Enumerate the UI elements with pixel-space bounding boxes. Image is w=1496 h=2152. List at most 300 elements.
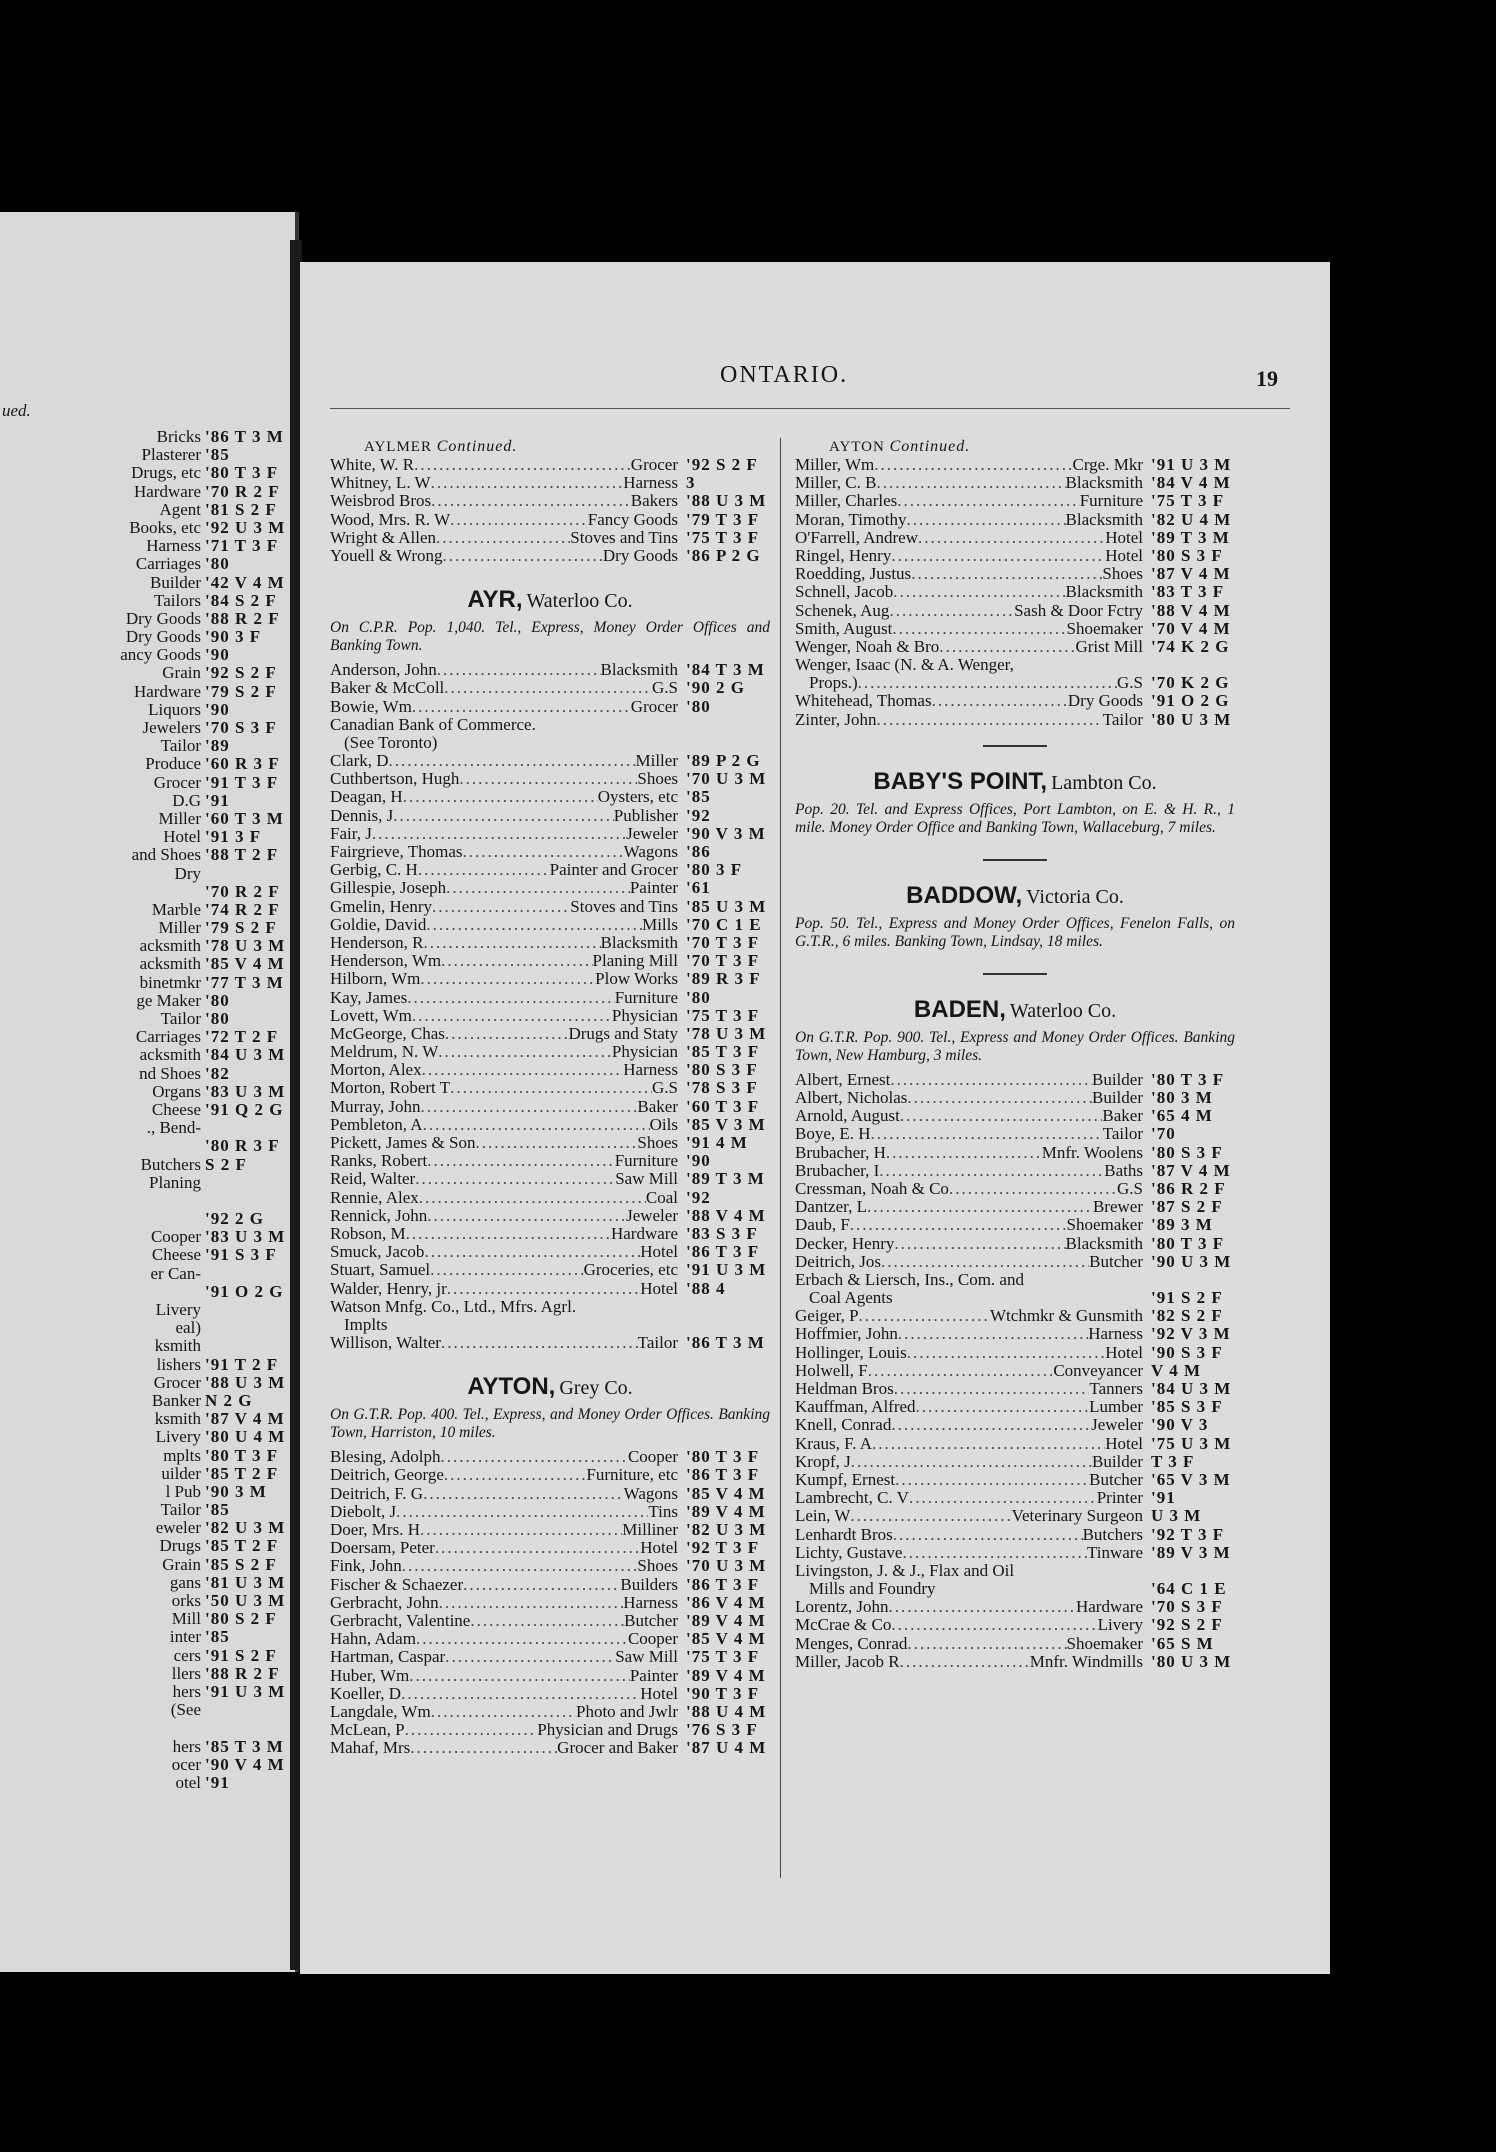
entry-rating: [1143, 656, 1235, 674]
left-page-row: [0, 1447, 295, 1465]
entry-business: Wagons: [623, 1483, 678, 1503]
left-row-rating: [205, 1301, 289, 1319]
left-row-text: lishers: [156, 1355, 201, 1374]
entry-name: Kay, James: [330, 987, 408, 1007]
directory-entry: [330, 679, 770, 697]
left-page-row: [0, 1101, 295, 1119]
entry-name: Pickett, James & Son: [330, 1133, 476, 1152]
entry-rating: '80 T 3 F: [1151, 1233, 1225, 1253]
entry-rating: '92: [686, 805, 711, 825]
left-page: [0, 212, 299, 1972]
entry-rating: '85 V 4 M: [686, 1629, 766, 1649]
entry-business: Jeweler: [1091, 1415, 1143, 1435]
entry-name: Watson Mnfg. Co., Ltd., Mfrs. Agrl.: [330, 1296, 577, 1316]
entry-name: Hollinger, Louis: [795, 1342, 907, 1362]
entry-business: Butcher: [1089, 1469, 1143, 1489]
entry-business: Grist Mill: [1075, 636, 1143, 656]
entry-business: Physician and Drugs: [537, 1720, 678, 1740]
left-row-rating: '90: [205, 699, 230, 719]
left-row-text: Mill: [171, 1610, 201, 1629]
left-page-row: [0, 1428, 295, 1446]
leader-dots: [902, 1544, 1086, 1562]
left-page-row: [0, 792, 295, 810]
leader-dots: [939, 638, 1075, 656]
directory-entry: [330, 1685, 770, 1703]
entry-rating: '75 T 3 F: [686, 527, 760, 547]
entry-rating: '80 U 3 M: [1151, 709, 1232, 729]
entry-business: Mills: [642, 914, 678, 934]
left-page-row: [0, 1137, 295, 1155]
leader-dots: [436, 529, 570, 547]
directory-entry: [795, 1380, 1235, 1398]
entry-business: Blacksmith: [1065, 473, 1143, 493]
left-page-row: [0, 701, 295, 719]
leader-dots: [893, 583, 1065, 601]
left-row-text: Hotel: [163, 828, 201, 847]
directory-entry: [330, 1098, 770, 1116]
entry-business: Stoves and Tins: [570, 896, 678, 916]
directory-entry: [795, 1398, 1235, 1416]
entry-name: Doersam, Peter: [330, 1538, 435, 1558]
left-row-text: cers: [173, 1646, 201, 1665]
left-row-rating: [205, 865, 289, 883]
entry-rating: [678, 1298, 770, 1316]
entry-rating: '82 S 2 F: [1151, 1306, 1223, 1326]
baden-list: [795, 1071, 1235, 1671]
leader-dots: [906, 511, 1065, 529]
entry-rating: '90 T 3 F: [686, 1683, 760, 1703]
entry-business: Physician: [611, 1005, 678, 1025]
leader-dots: [443, 547, 603, 565]
entry-rating: '88 V 4 M: [1151, 600, 1231, 620]
directory-entry: [330, 1170, 770, 1188]
aylmer-list: [330, 456, 770, 565]
entry-rating: '70 U 3 M: [686, 1556, 767, 1576]
entry-rating: '75 T 3 F: [1151, 491, 1225, 511]
leader-dots: [872, 1435, 1105, 1453]
entry-rating: '84 T 3 M: [686, 660, 765, 680]
town-info-babys-point: Pop. 20. Tel. and Express Offices, Port Lambton, on E. & H. R., 1 mile. Money Order Office and Banking Town, Wallaceburg, 7 miles.: [795, 800, 1235, 836]
left-row-text: ., Bend-: [146, 1119, 201, 1138]
left-row-text: Plasterer: [141, 446, 201, 465]
left-row-text: and Shoes: [131, 846, 201, 865]
directory-entry: [795, 1271, 1235, 1289]
entry-rating: [1143, 1562, 1235, 1580]
left-row-text: (See: [170, 1701, 201, 1720]
entry-business: Shoes: [637, 1556, 678, 1576]
left-row-rating: '85: [205, 445, 230, 465]
entry-name: O'Farrell, Andrew: [795, 527, 918, 547]
directory-entry: [330, 1630, 770, 1648]
entry-rating: '70 T 3 F: [686, 951, 760, 971]
leader-dots: [894, 1380, 1090, 1398]
entry-rating: '91 U 3 M: [1151, 455, 1232, 474]
leader-dots: [445, 1648, 615, 1666]
entry-business: Dry Goods: [1067, 691, 1143, 711]
entry-rating: '89 V 3 M: [1151, 1542, 1231, 1562]
left-page-row: [0, 865, 295, 883]
directory-entry: [795, 1144, 1235, 1162]
entry-name: Geiger, P: [795, 1306, 859, 1326]
left-row-text: Cooper: [150, 1228, 201, 1247]
entry-name: Wenger, Noah & Bro: [795, 636, 940, 656]
entry-name: Hartman, Caspar: [330, 1647, 446, 1667]
entry-business: Livery: [1097, 1615, 1143, 1635]
entry-business: Blacksmith: [600, 660, 678, 680]
entry-rating: '90 V 3 M: [686, 823, 766, 843]
left-row-rating: '70 R 2 F: [205, 881, 280, 901]
left-row-rating: '81 U 3 M: [205, 1572, 286, 1592]
entry-rating: '79 T 3 F: [686, 509, 760, 529]
entry-name: Mahaf, Mrs: [330, 1738, 411, 1758]
left-row-text: binetmkr: [139, 973, 201, 992]
left-page-header: ued.: [2, 401, 31, 420]
entry-rating: '86 T 3 F: [686, 1465, 760, 1485]
left-page-row: [0, 1046, 295, 1064]
entry-rating: '84 U 3 M: [1151, 1379, 1232, 1398]
entry-name: Youell & Wrong: [330, 545, 443, 565]
directory-entry: [795, 1235, 1235, 1253]
left-page-row: [0, 755, 295, 773]
entry-name: Robson, M: [330, 1223, 406, 1243]
directory-entry: [330, 511, 770, 529]
entry-business: Veterinary Surgeon: [1011, 1506, 1143, 1526]
left-row-text: Builder: [150, 573, 201, 592]
entry-name: Ranks, Robert: [330, 1151, 428, 1171]
entry-name: Mills and Foundry: [809, 1579, 936, 1599]
entry-business: Grocer: [630, 696, 678, 716]
entry-name: McGeorge, Chas: [330, 1023, 445, 1043]
directory-entry: [795, 1544, 1235, 1562]
entry-rating: '80: [686, 696, 711, 716]
left-row-text: ge Maker: [136, 991, 201, 1010]
entry-name: Lambrecht, C. V: [795, 1488, 909, 1508]
entry-rating: '80 U 3 M: [1151, 1651, 1232, 1671]
leader-dots: [871, 1125, 1103, 1143]
left-row-rating: '88 T 2 F: [205, 845, 279, 865]
entry-name: Menges, Conrad: [795, 1633, 908, 1653]
left-page-row: [0, 1228, 295, 1246]
entry-rating: '86 P 2 G: [686, 545, 761, 565]
entry-business: Blacksmith: [1065, 509, 1143, 529]
entry-rating: '78 U 3 M: [686, 1023, 767, 1043]
left-page-row: [0, 992, 295, 1010]
left-row-text: Harness: [146, 537, 201, 556]
entry-business: Shoemaker: [1066, 618, 1143, 638]
left-row-rating: '42 V 4 M: [205, 572, 285, 592]
section-separator: [983, 973, 1047, 975]
left-page-row: [0, 1738, 295, 1756]
left-page-row: [0, 1756, 295, 1774]
directory-entry: [795, 1107, 1235, 1125]
entry-business: Baker: [1102, 1106, 1143, 1126]
directory-entry: [795, 511, 1235, 529]
left-row-text: Cheese: [151, 1246, 201, 1265]
entry-rating: '82 U 4 M: [1151, 509, 1232, 529]
entry-business: Shoemaker: [1066, 1633, 1143, 1653]
leader-dots: [445, 1025, 569, 1043]
directory-entry: [330, 825, 770, 843]
town-heading-baddow: [795, 883, 1235, 909]
left-row-text: eal): [175, 1319, 201, 1338]
left-page-row: [0, 483, 295, 501]
left-row-rating: '85 V 4 M: [205, 954, 285, 974]
directory-entry: [330, 716, 770, 734]
entry-rating: '91: [1151, 1488, 1176, 1508]
entry-business: Baker: [637, 1096, 678, 1116]
ayton-list: [330, 1448, 770, 1757]
entry-business: Butchers: [1082, 1524, 1143, 1544]
entry-business: Stoves and Tins: [570, 527, 678, 547]
entry-rating: '89 3 M: [1151, 1215, 1213, 1235]
entry-business: Builder: [1092, 1069, 1143, 1089]
entry-name: Deitrich, F. G: [330, 1483, 424, 1503]
directory-entry: [795, 1307, 1235, 1325]
left-row-rating: '70 S 3 F: [205, 718, 277, 737]
directory-entry: [330, 1261, 770, 1279]
entry-business: Hotel: [640, 1538, 678, 1558]
entry-business: Blacksmith: [1065, 1233, 1143, 1253]
directory-entry: [795, 1435, 1235, 1453]
entry-name: Baker & McColl: [330, 678, 445, 698]
directory-entry: [330, 807, 770, 825]
entry-business: Jeweler: [626, 1205, 678, 1225]
leader-dots: [858, 674, 1117, 692]
left-row-rating: '85: [205, 1627, 230, 1647]
left-row-rating: '80: [205, 554, 230, 574]
left-page-row: [0, 1628, 295, 1646]
left-row-text: Dry: [174, 864, 201, 883]
entry-rating: '60 T 3 F: [686, 1096, 760, 1116]
entry-rating: '65 V 3 M: [1151, 1469, 1231, 1489]
left-row-rating: '90 3 F: [205, 627, 262, 647]
entry-name: Meldrum, N. W: [330, 1042, 439, 1062]
entry-name: Schnell, Jacob: [795, 582, 894, 602]
leader-dots: [907, 1089, 1092, 1107]
left-row-text: Tailor: [160, 737, 201, 756]
left-row-text: Drugs: [159, 1537, 201, 1556]
left-row-rating: '90: [205, 645, 230, 665]
entry-name: Diebolt, J: [330, 1501, 397, 1521]
directory-entry: [795, 1180, 1235, 1198]
entry-business: Cooper: [627, 1629, 678, 1649]
entry-rating: '89 P 2 G: [686, 751, 761, 771]
left-row-rating: '84 U 3 M: [205, 1045, 286, 1065]
left-row-rating: '91: [205, 790, 230, 810]
leader-dots: [897, 492, 1079, 510]
directory-entry: [330, 1207, 770, 1225]
entry-rating: '91 S 2 F: [1151, 1288, 1223, 1308]
entry-business: Butcher: [1089, 1251, 1143, 1271]
directory-entry: [330, 1648, 770, 1666]
town-heading-ayton: [330, 1374, 770, 1400]
left-page-row: [0, 919, 295, 937]
left-page-row: [0, 1719, 295, 1737]
directory-entry: [330, 1116, 770, 1134]
directory-entry: [795, 602, 1235, 620]
directory-entry: [795, 565, 1235, 583]
entry-name: Cuthbertson, Hugh: [330, 769, 460, 789]
entry-name: White, W. R: [330, 455, 415, 474]
entry-rating: '80 S 3 F: [1151, 545, 1223, 565]
leader-dots: [441, 1334, 638, 1352]
directory-entry: [330, 1243, 770, 1261]
entry-business: Saw Mill: [615, 1647, 678, 1667]
left-page-row: [0, 1556, 295, 1574]
left-row-text: mplts: [163, 1446, 201, 1465]
left-page-row: [0, 1301, 295, 1319]
entry-business: Dry Goods: [602, 545, 678, 565]
leader-dots: [444, 679, 652, 697]
entry-name: Smith, August: [795, 618, 893, 638]
entry-name: Coal Agents: [809, 1288, 893, 1308]
directory-entry: [330, 1043, 770, 1061]
directory-entry: [330, 1612, 770, 1630]
entry-rating: '87 U 4 M: [686, 1738, 767, 1758]
left-page-row: [0, 1592, 295, 1610]
entry-business: Tailor: [1102, 709, 1143, 729]
directory-entry: [795, 1616, 1235, 1634]
leader-dots: [447, 1280, 640, 1298]
left-page-row: [0, 1010, 295, 1028]
leader-dots: [389, 752, 636, 770]
left-page-row: [0, 537, 295, 555]
left-row-rating: S 2 F: [205, 1154, 247, 1174]
entry-rating: '85 S 3 F: [1151, 1397, 1223, 1417]
town-heading-babys-point: [795, 769, 1235, 795]
entry-name: Goldie, David: [330, 914, 427, 934]
leader-dots: [372, 825, 626, 843]
directory-entry: [795, 1653, 1235, 1671]
entry-business: Tanners: [1089, 1379, 1143, 1398]
left-page-row: [0, 1683, 295, 1701]
entry-rating: '65 4 M: [1151, 1106, 1213, 1126]
entry-rating: '92 S 2 F: [686, 455, 758, 474]
left-page-row: [0, 1774, 295, 1792]
left-row-text: Jewelers: [142, 719, 201, 737]
entry-business: Harness: [623, 1592, 678, 1612]
directory-entry: [795, 1489, 1235, 1507]
town-name: BADEN,: [913, 995, 1006, 1023]
entry-business: Plow Works: [595, 969, 678, 989]
left-row-rating: '88 R 2 F: [205, 608, 280, 628]
left-row-rating: '91 U 3 M: [205, 1681, 286, 1701]
entry-name: Henderson, Wm: [330, 951, 442, 971]
directory-entry: [330, 1189, 770, 1207]
entry-name: Knell, Conrad: [795, 1415, 892, 1435]
entry-name: Fink, John: [330, 1556, 402, 1576]
page-title: ONTARIO.: [720, 362, 849, 388]
entry-name: Moran, Timothy: [795, 509, 907, 529]
entry-business: Tailor: [1102, 1124, 1143, 1144]
county-name: Victoria Co.: [1026, 885, 1124, 908]
left-row-rating: '60 R 3 F: [205, 754, 280, 774]
entry-rating: '87 V 4 M: [1151, 1160, 1231, 1180]
entry-name: Lorentz, John: [795, 1597, 889, 1617]
left-row-text: Tailors: [154, 591, 201, 610]
entry-business: Miller: [635, 751, 678, 771]
directory-entry: [795, 456, 1235, 474]
left-page-row: [0, 1610, 295, 1628]
left-row-rating: '80 R 3 F: [205, 1136, 280, 1156]
left-row-text: Banker: [151, 1391, 201, 1410]
continued-heading: AYTON Continued.: [829, 438, 971, 455]
directory-entry: [330, 898, 770, 916]
directory-entry: [330, 1448, 770, 1466]
left-row-text: uilder: [161, 1464, 201, 1483]
directory-entry: [795, 1216, 1235, 1234]
entry-rating: '88 V 4 M: [686, 1205, 766, 1225]
entry-rating: '86: [686, 842, 711, 861]
leader-dots: [393, 807, 613, 825]
entry-business: Tinware: [1086, 1542, 1143, 1562]
entry-rating: '70 S 3 F: [1151, 1597, 1223, 1617]
left-row-text: llers: [171, 1664, 201, 1683]
left-row-text: otel: [175, 1773, 201, 1792]
directory-entry: [330, 1576, 770, 1594]
entry-business: Planing Mill: [592, 951, 678, 971]
leader-dots: [410, 1739, 557, 1757]
directory-entry: [330, 952, 770, 970]
town-name: BABY'S POINT,: [873, 767, 1048, 795]
leader-dots: [867, 1198, 1093, 1216]
left-row-text: inter: [169, 1628, 201, 1647]
directory-entry: [330, 1703, 770, 1721]
leader-dots: [888, 1598, 1076, 1616]
directory-entry: [795, 1507, 1235, 1525]
leader-dots: [431, 474, 624, 492]
entry-name: Reid, Walter: [330, 1169, 416, 1189]
leader-dots: [900, 1107, 1103, 1125]
entry-name: Wright & Allen: [330, 527, 437, 547]
left-row-text: ksmith: [154, 1410, 201, 1429]
entry-business: Groceries, etc: [583, 1260, 678, 1280]
entry-business: Hotel: [640, 1278, 678, 1298]
leader-dots: [431, 1703, 576, 1721]
left-row-rating: [205, 1719, 289, 1737]
entry-name: Decker, Henry: [795, 1233, 895, 1253]
entry-business: Sash & Door Fctry: [1014, 600, 1143, 620]
leader-dots: [420, 970, 595, 988]
entry-name: Huber, Wm: [330, 1665, 410, 1685]
entry-business: G.S: [1117, 673, 1143, 693]
entry-name: Lein, W: [795, 1506, 851, 1526]
entry-name: Albert, Ernest: [795, 1069, 891, 1089]
entry-business: Baths: [1104, 1160, 1143, 1180]
leader-dots: [407, 989, 614, 1007]
entry-name: Fischer & Schaezer: [330, 1574, 464, 1594]
left-page-row: [0, 1665, 295, 1683]
directory-entry: [795, 1562, 1235, 1580]
entry-name: Koeller, D: [330, 1683, 402, 1703]
directory-entry: [330, 1539, 770, 1557]
left-row-rating: '87 V 4 M: [205, 1409, 285, 1429]
entry-business: Mnfr. Woolens: [1041, 1142, 1143, 1162]
left-page-row: [0, 464, 295, 482]
entry-business: Fancy Goods: [587, 509, 678, 529]
directory-entry: [795, 1198, 1235, 1216]
entry-rating: '86 T 3 F: [686, 1574, 760, 1594]
entry-name: Rennie, Alex: [330, 1187, 419, 1207]
left-page-row: [0, 1028, 295, 1046]
left-page-row: [0, 737, 295, 755]
left-row-rating: '84 S 2 F: [205, 590, 277, 610]
leader-dots: [446, 879, 630, 897]
left-page-row: [0, 1337, 295, 1355]
entry-business: Painter and Grocer: [549, 860, 678, 880]
left-page-row: [0, 774, 295, 792]
entry-name: Henderson, R: [330, 932, 424, 952]
